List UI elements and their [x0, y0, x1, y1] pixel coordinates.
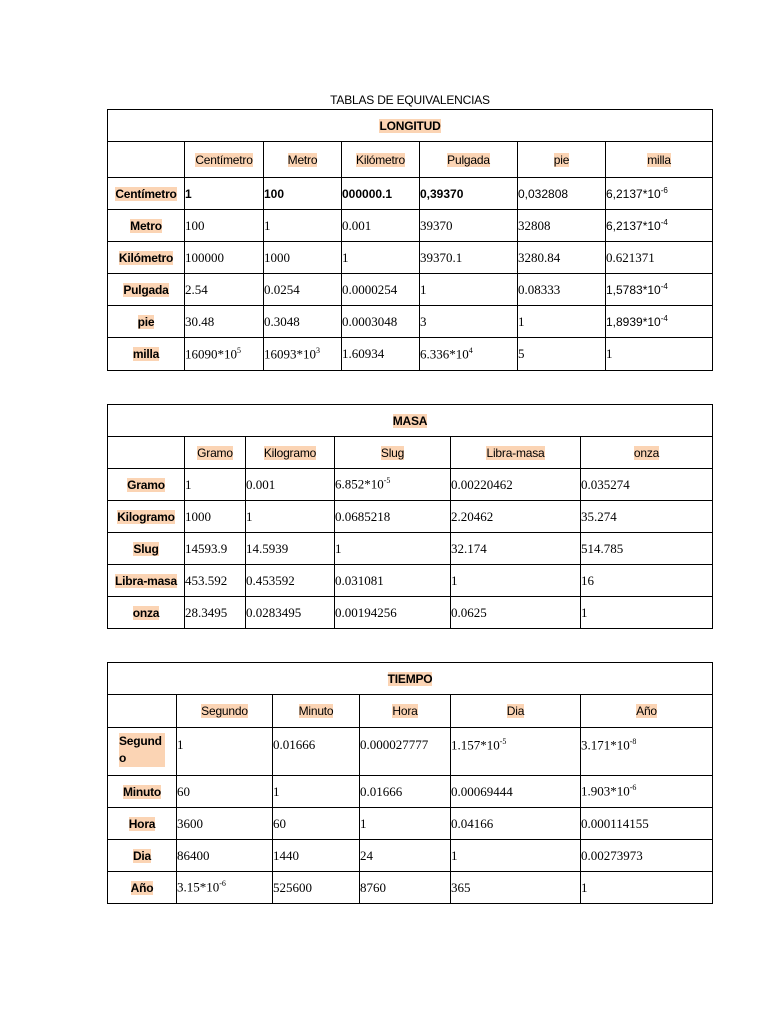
table-cell: $6,2137*10^{-6}$	[606, 178, 713, 210]
table-cell: 3280.84	[518, 242, 606, 274]
table-cell: 0.0254	[264, 274, 342, 306]
table-cell: 0.0685218	[335, 501, 451, 533]
table-cell: 000000.1	[342, 178, 420, 210]
table-row	[108, 872, 713, 904]
column-header: Kilogramo	[246, 437, 335, 469]
table-cell: 1000	[185, 501, 246, 533]
table-row	[108, 210, 713, 242]
table-cell: 39370	[420, 210, 518, 242]
table-cell: $16093*10^3$	[264, 338, 342, 371]
table-cell: 0.031081	[335, 565, 451, 597]
table-cell: 14.5939	[246, 533, 335, 565]
row-label: Metro	[108, 210, 185, 242]
table-row	[108, 178, 713, 210]
column-header: Libra-masa	[451, 437, 581, 469]
table-cell: 3600	[177, 808, 273, 840]
table-cell: 8760	[360, 872, 451, 904]
column-header: milla	[606, 142, 713, 178]
tiempo-caption-cell	[108, 663, 713, 695]
table-cell: 525600	[273, 872, 360, 904]
table-cell: 5	[518, 338, 606, 371]
table-row	[108, 501, 713, 533]
table-cell: $1.903*10^{-6}$	[581, 776, 713, 808]
row-label: Gramo	[108, 469, 185, 501]
table-cell: 0.00069444	[451, 776, 581, 808]
table-cell: 0.0283495	[246, 597, 335, 629]
column-header: Minuto	[273, 695, 360, 728]
table-cell: 0.000027777	[360, 728, 451, 776]
corner-cell	[108, 142, 185, 178]
table-row	[108, 808, 713, 840]
table-cell: 0.035274	[581, 469, 713, 501]
longitud-caption-cell	[108, 110, 713, 142]
table-row	[108, 597, 713, 629]
table-cell: 0.04166	[451, 808, 581, 840]
table-cell: 0.00194256	[335, 597, 451, 629]
column-header: Slug	[335, 437, 451, 469]
table-cell: $16090*10^5$	[185, 338, 264, 371]
column-header: Año	[581, 695, 713, 728]
table-cell: 1	[177, 728, 273, 776]
table-cell: 86400	[177, 840, 273, 872]
table-cell: 32.174	[451, 533, 581, 565]
table-cell: 1	[342, 242, 420, 274]
column-header: Centímetro	[185, 142, 264, 178]
row-label: Centímetro	[108, 178, 185, 210]
table-cell: 16	[581, 565, 713, 597]
table-cell: $3.171*10^{-8}$	[581, 728, 713, 776]
column-header: Hora	[360, 695, 451, 728]
longitud-header-row	[108, 142, 713, 178]
table-cell: 100	[185, 210, 264, 242]
row-label: milla	[108, 338, 185, 371]
table-cell: 1	[451, 840, 581, 872]
table-cell: 0.621371	[606, 242, 713, 274]
table-cell: 30.48	[185, 306, 264, 338]
table-cell: $3.15*10^{-6}$	[177, 872, 273, 904]
table-row	[108, 469, 713, 501]
table-cell: 39370.1	[420, 242, 518, 274]
table-cell: $6.852*10^{-5}$	[335, 469, 451, 501]
table-row	[108, 306, 713, 338]
table-cell: 2.54	[185, 274, 264, 306]
tiempo-caption: TIEMPO	[387, 671, 433, 686]
table-cell: 1	[581, 597, 713, 629]
table-cell: 0,032808	[518, 178, 606, 210]
table-row	[108, 840, 713, 872]
table-cell: $1.157*10^{-5}$	[451, 728, 581, 776]
tiempo-header-row	[108, 695, 713, 728]
table-cell: 60	[273, 808, 360, 840]
row-label: Kilómetro	[108, 242, 185, 274]
table-cell: 0.01666	[273, 728, 360, 776]
column-header: Segundo	[177, 695, 273, 728]
row-label: pie	[108, 306, 185, 338]
table-cell: 0.3048	[264, 306, 342, 338]
row-label: Kilogramo	[108, 501, 185, 533]
table-cell: $6.336*10^4$	[420, 338, 518, 371]
column-header: Pulgada	[420, 142, 518, 178]
table-row	[108, 533, 713, 565]
masa-caption-cell	[108, 405, 713, 437]
table-cell: 1440	[273, 840, 360, 872]
table-cell: 514.785	[581, 533, 713, 565]
table-cell: 0.000114155	[581, 808, 713, 840]
table-cell: 35.274	[581, 501, 713, 533]
table-cell: 0.453592	[246, 565, 335, 597]
table-cell: 1	[451, 565, 581, 597]
table-cell: 0.001	[342, 210, 420, 242]
table-cell: 0.01666	[360, 776, 451, 808]
table-cell: 1.60934	[342, 338, 420, 371]
table-cell: 365	[451, 872, 581, 904]
table-cell: $6,2137*10^{-4}$	[606, 210, 713, 242]
table-cell: 1	[273, 776, 360, 808]
table-row	[108, 565, 713, 597]
column-header: Metro	[264, 142, 342, 178]
table-cell: 100000	[185, 242, 264, 274]
table-cell: $1,5783*10^{-4}$	[606, 274, 713, 306]
table-cell: $1,8939*10^{-4}$	[606, 306, 713, 338]
table-row	[108, 274, 713, 306]
table-row	[108, 728, 713, 776]
table-cell: 1	[420, 274, 518, 306]
table-cell: 3	[420, 306, 518, 338]
row-label: Segund o	[108, 728, 177, 776]
document-title: TABLAS DE EQUIVALENCIAS	[330, 93, 490, 107]
row-label: Libra-masa	[108, 565, 185, 597]
table-cell: 0.08333	[518, 274, 606, 306]
row-label: Minuto	[108, 776, 177, 808]
row-label: Pulgada	[108, 274, 185, 306]
corner-cell	[108, 437, 185, 469]
table-cell: 1	[185, 469, 246, 501]
table-cell: 1	[606, 338, 713, 371]
column-header: Dia	[451, 695, 581, 728]
table-cell: 1	[360, 808, 451, 840]
table-cell: 1	[335, 533, 451, 565]
table-cell: 1	[246, 501, 335, 533]
longitud-caption: LONGITUD	[379, 118, 441, 133]
table-cell: 0.0003048	[342, 306, 420, 338]
table-row	[108, 338, 713, 371]
column-header: onza	[581, 437, 713, 469]
table-cell: 1	[518, 306, 606, 338]
table-cell: 0.0000254	[342, 274, 420, 306]
table-cell: 453.592	[185, 565, 246, 597]
row-label: onza	[108, 597, 185, 629]
row-label: Año	[108, 872, 177, 904]
table-row	[108, 776, 713, 808]
table-cell: 1	[185, 178, 264, 210]
table-cell: 28.3495	[185, 597, 246, 629]
masa-table	[107, 404, 713, 629]
table-cell: 0,39370	[420, 178, 518, 210]
table-cell: 100	[264, 178, 342, 210]
corner-cell	[108, 695, 177, 728]
table-cell: 0.0625	[451, 597, 581, 629]
column-header: pie	[518, 142, 606, 178]
table-cell: 1	[264, 210, 342, 242]
table-cell: 0.00220462	[451, 469, 581, 501]
longitud-table	[107, 109, 713, 371]
table-cell: 32808	[518, 210, 606, 242]
row-label: Dia	[108, 840, 177, 872]
table-cell: 2.20462	[451, 501, 581, 533]
table-cell: 1	[581, 872, 713, 904]
table-cell: 1000	[264, 242, 342, 274]
column-header: Kilómetro	[342, 142, 420, 178]
table-cell: 60	[177, 776, 273, 808]
tiempo-table	[107, 662, 713, 904]
table-cell: 0.001	[246, 469, 335, 501]
table-cell: 0.00273973	[581, 840, 713, 872]
masa-header-row	[108, 437, 713, 469]
row-label: Slug	[108, 533, 185, 565]
row-label: Hora	[108, 808, 177, 840]
table-row	[108, 242, 713, 274]
table-cell: 14593.9	[185, 533, 246, 565]
column-header: Gramo	[185, 437, 246, 469]
table-cell: 24	[360, 840, 451, 872]
masa-caption: MASA	[392, 413, 428, 428]
